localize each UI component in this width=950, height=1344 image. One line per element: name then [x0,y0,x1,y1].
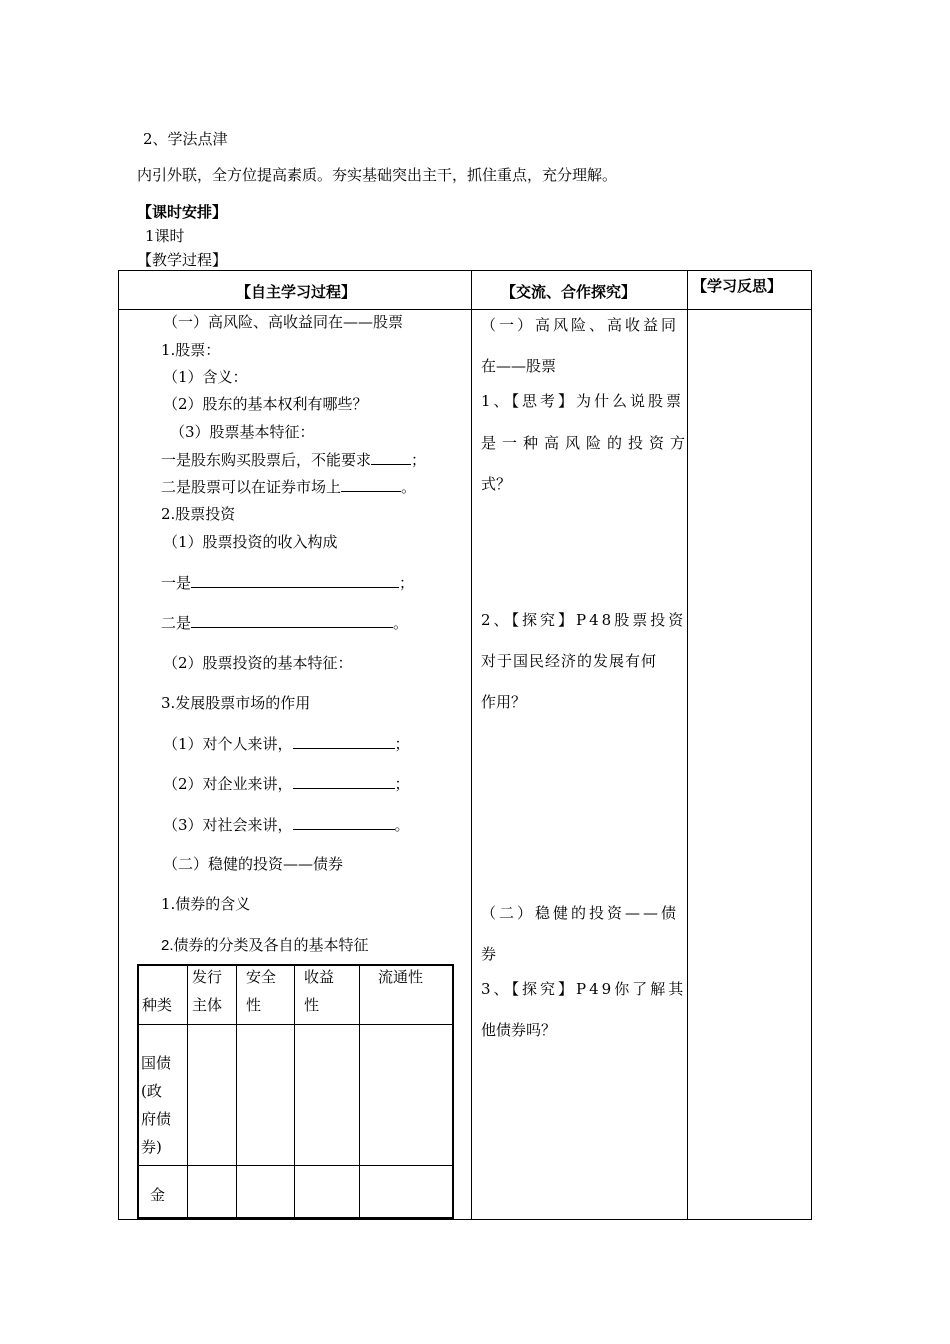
role-2-line [163,773,410,794]
income-2-suffix: 。 [393,614,409,632]
bond-table-left [137,964,139,1219]
disc-q3-line-2: 他债券吗？ [481,1021,557,1039]
role-3-line [163,814,410,835]
feature-2-line [161,476,416,497]
income-2-blank[interactable] [191,613,393,628]
table-col-divider-1 [471,270,472,1220]
item-stock-meaning: （1）含义： [163,368,248,386]
item-stock-features: （3）股票基本特征： [170,423,315,441]
income-2-prefix: 二是 [161,614,192,632]
role-3-suffix: 。 [394,816,410,834]
item-bond-meaning: 1.债券的含义 [161,895,251,913]
bond-row-govt-1: 国债 [141,1054,172,1072]
disc-q1-line-1: 1、【思考】为什么说股票 [481,392,685,410]
role-3-blank[interactable] [293,815,395,830]
income-1-blank[interactable] [191,573,399,588]
feature-1-suffix: ； [411,451,427,469]
schedule-heading: 【课时安排】 [137,203,228,221]
disc-q1-line-3: 式？ [481,475,512,493]
col-header-reflection: 【学习反思】 [692,277,783,295]
income-1-prefix: 一是 [161,574,192,592]
role-3-prefix: （3）对社会来讲， [163,816,293,834]
bond-row-financial: 金 [150,1186,166,1204]
item-shareholder-rights: （2）股东的基本权利有哪些？ [163,395,368,413]
disc-q1-line-2: 是一种高风险的投资方 [481,434,692,452]
role-2-blank[interactable] [293,774,395,789]
table-left-border [118,270,119,1220]
bond-table-row-1 [137,1024,453,1025]
reflection-area[interactable] [688,310,811,1219]
disc-section-stock-1: （一）高风险、高收益同 [481,316,680,334]
item-investment-features: （2）股票投资的基本特征： [163,654,353,672]
bond-table-bottom [137,1217,453,1219]
section-bond-title: （二）稳健的投资——债券 [163,855,344,873]
bond-table-col-2 [236,964,237,1219]
role-2-suffix: ； [394,775,410,793]
item-bond-types: 2.债券的分类及各自的基本特征 [161,937,369,954]
disc-q2-line-2: 对于国民经济的发展有何 [481,652,658,670]
feature-2-suffix: 。 [401,478,417,496]
feature-1-line [161,449,426,470]
bond-header-issuer-2: 主体 [192,996,223,1014]
item-market-role: 3.发展股票市场的作用 [161,694,311,712]
feature-2-prefix: 二是股票可以在证券市场上 [161,478,342,496]
income-1-suffix: ； [399,574,415,592]
disc-q3-line-1: 3、【探究】P49你了解其 [481,980,687,998]
col-header-discussion: 【交流、合作探究】 [501,283,637,301]
bond-header-issuer-1: 发行 [192,968,223,986]
role-1-line [163,733,410,754]
table-top-border [118,270,812,271]
bond-table-row-2 [137,1165,453,1166]
bond-header-yield-2: 性 [304,996,320,1014]
schedule-value: 1课时 [145,227,185,245]
study-method-title: 2、学法点津 [143,130,228,148]
bond-table-right [452,964,454,1219]
feature-1-prefix: 一是股东购买股票后，不能要求 [161,451,372,469]
bond-table-col-1 [187,964,188,1219]
item-income-composition: （1）股票投资的收入构成 [163,533,338,551]
income-2-line [161,612,408,633]
table-bottom-border [118,1219,812,1220]
disc-section-stock-2: 在——股票 [481,357,557,375]
disc-q2-line-1: 2、【探究】P48股票投资 [481,611,687,629]
feature-1-blank[interactable] [371,450,411,465]
role-2-prefix: （2）对企业来讲， [163,775,293,793]
item-stock: 1.股票： [161,341,221,359]
income-1-line [161,572,414,593]
role-1-prefix: （1）对个人来讲， [163,735,293,753]
bond-table-col-4 [359,964,360,1219]
bond-header-safety-2: 性 [246,996,262,1014]
disc-section-bond-1: （二）稳健的投资——债 [481,904,680,922]
study-method-text: 内引外联，全方位提高素质。夯实基础突出主干，抓住重点，充分理解。 [137,166,618,184]
bond-header-kind: 种类 [142,996,173,1014]
col-header-self-study: 【自主学习过程】 [236,283,357,301]
role-1-blank[interactable] [293,734,395,749]
bond-header-yield-1: 收益 [304,968,335,986]
role-1-suffix: ； [394,735,410,753]
feature-2-blank[interactable] [341,477,401,492]
bond-row-govt-3: 府债 [141,1110,172,1128]
bond-header-safety-1: 安全 [246,968,277,986]
bond-row-govt-2: (政 [141,1082,162,1100]
section-stock-title: （一）高风险、高收益同在——股票 [163,313,404,331]
bond-row-govt-4: 券) [141,1138,162,1156]
disc-section-bond-2: 券 [481,945,497,963]
table-right-border [811,270,812,1220]
item-stock-investment: 2.股票投资 [161,505,236,523]
bond-header-liquidity: 流通性 [378,968,424,986]
bond-table-col-3 [294,964,295,1219]
process-heading: 【教学过程】 [137,251,228,269]
disc-q2-line-3: 作用？ [481,693,527,711]
